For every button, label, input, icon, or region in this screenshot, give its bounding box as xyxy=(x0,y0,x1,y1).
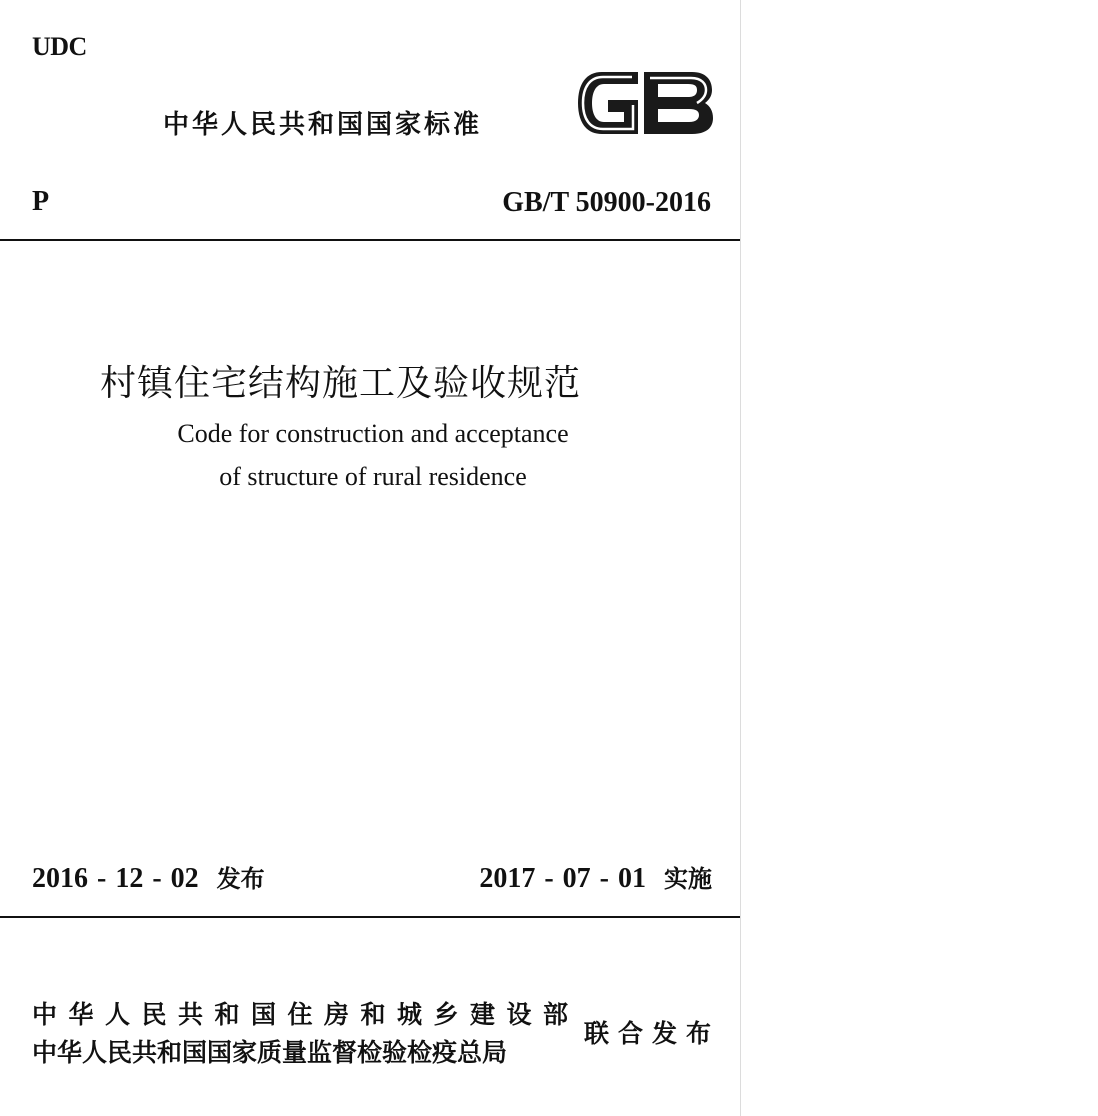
standard-number: GB/T 50900-2016 xyxy=(502,187,711,218)
title-chinese: 村镇住宅结构施工及验收规范 xyxy=(100,363,582,404)
issue-date-line xyxy=(32,859,265,895)
effective-label: 实施 xyxy=(664,865,712,893)
effective-date-line xyxy=(479,859,712,895)
gb-logo-letter-b xyxy=(644,72,713,134)
national-standard-heading: 中华人民共和国国家标准 xyxy=(163,110,483,140)
gb-logo xyxy=(574,64,716,142)
title-english-line-1: Code for construction and acceptance xyxy=(177,419,569,448)
joint-issue-label: 联合发布 xyxy=(584,1019,721,1048)
udc-label: UDC xyxy=(32,32,87,61)
header-divider xyxy=(0,239,740,241)
issuer-quality-supervision: 中华人民共和国国家质量监督检验检疫总局 xyxy=(32,1038,508,1067)
gb-logo-letter-g xyxy=(578,72,638,134)
issue-label: 发布 xyxy=(216,865,265,893)
effective-date: 2017 - 07 - 01 xyxy=(479,863,646,894)
blank-margin-area xyxy=(741,0,1098,1116)
title-english-line-2: of structure of rural residence xyxy=(219,462,527,491)
issue-date: 2016 - 12 - 02 xyxy=(32,863,199,894)
issuer-ministry-housing: 中华人民共和国住房和城乡建设部 xyxy=(32,1000,580,1029)
footer-divider xyxy=(0,916,740,918)
category-code: P xyxy=(32,186,50,217)
